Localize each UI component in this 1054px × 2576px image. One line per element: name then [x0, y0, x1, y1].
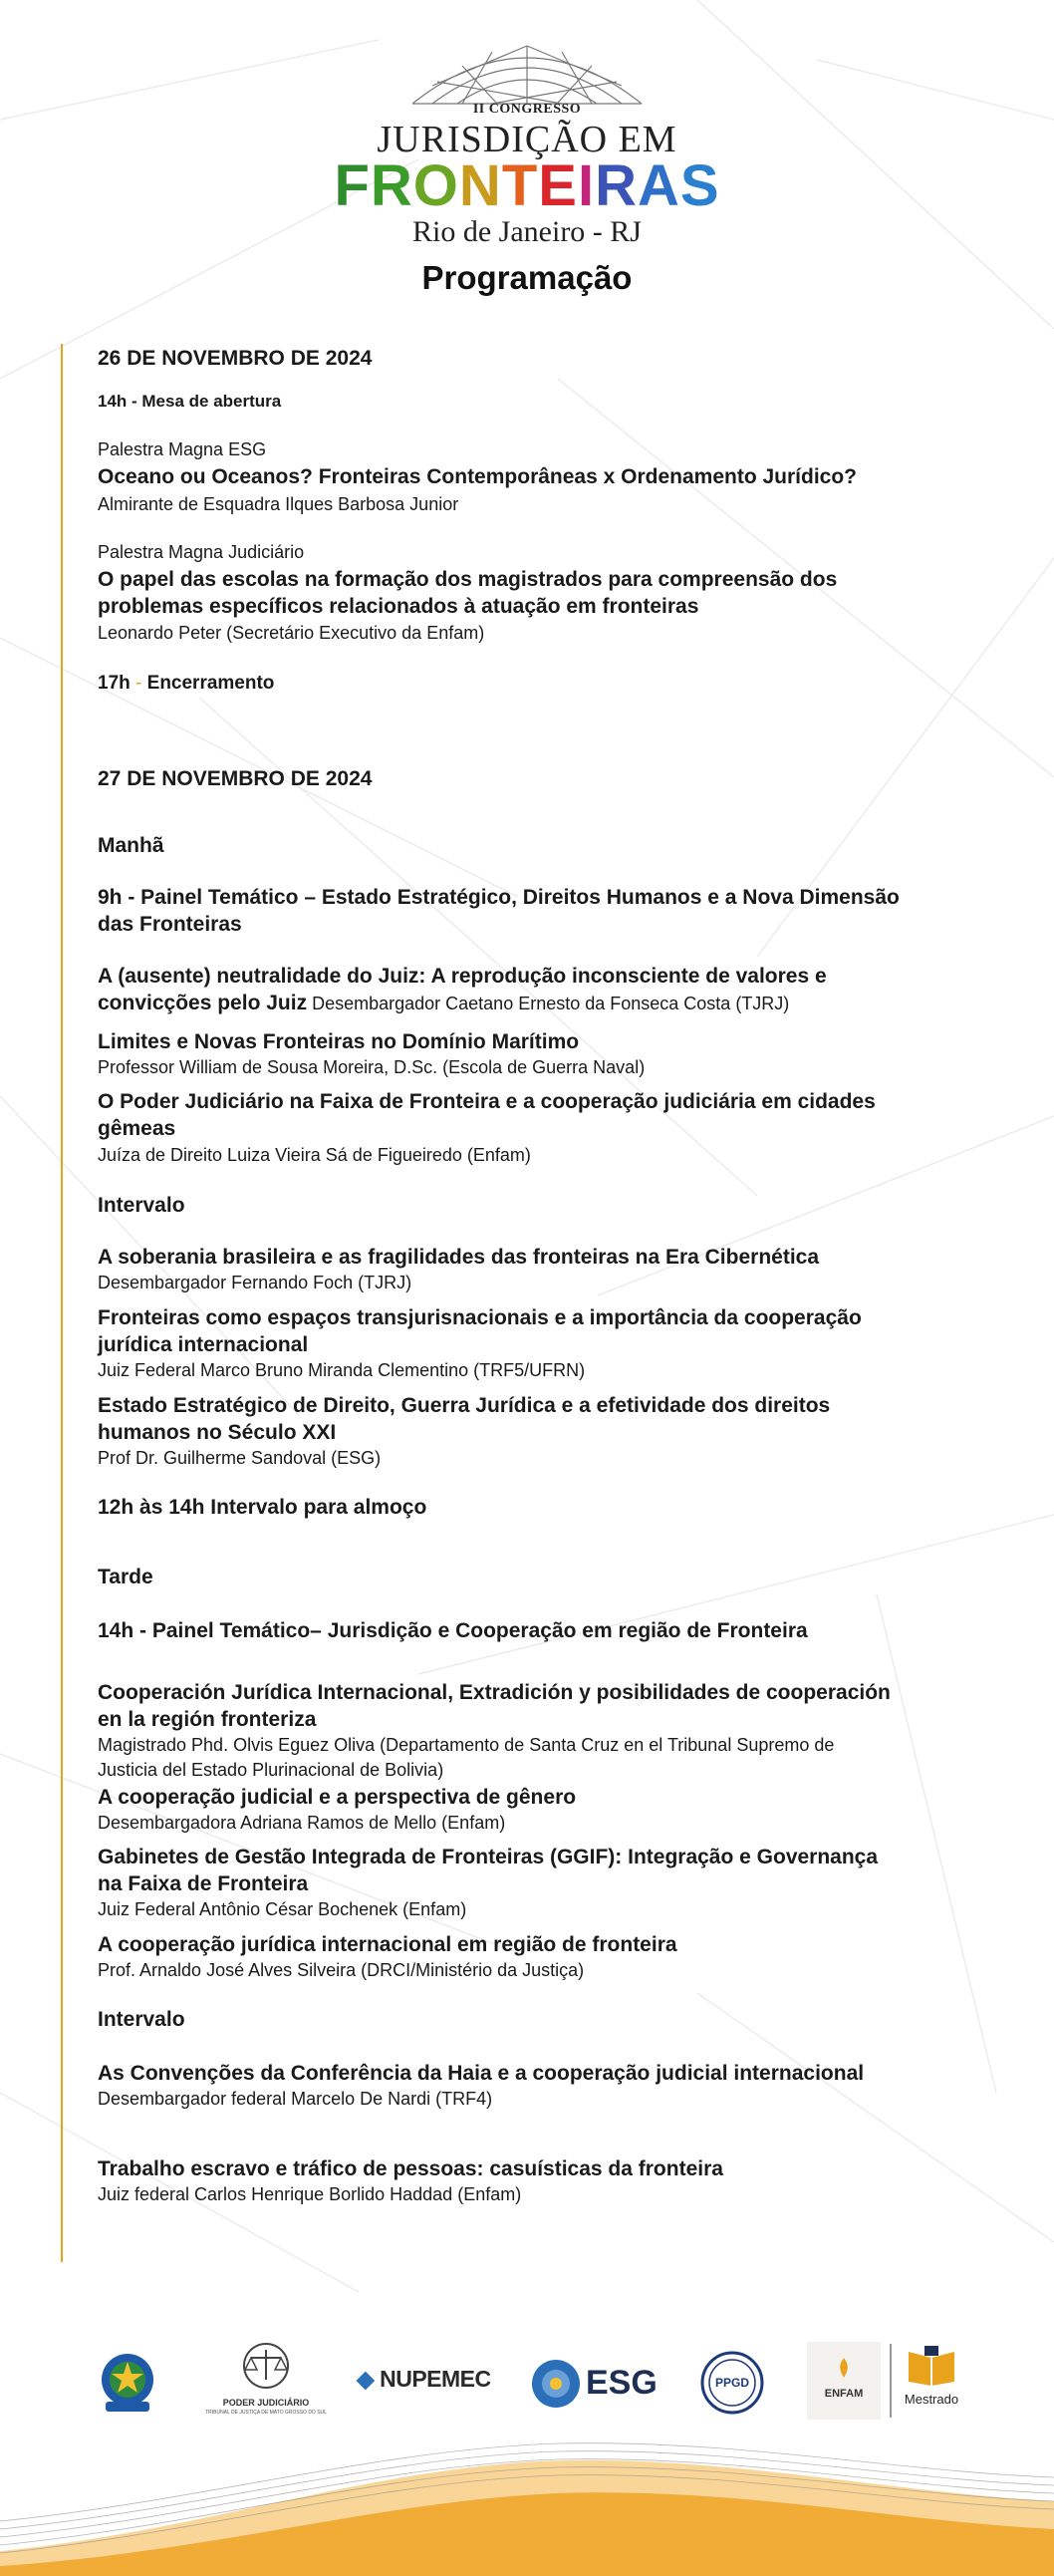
day2-a1-line2: en la región fronteriza: [98, 1708, 317, 1731]
logo-letter: O: [412, 153, 459, 218]
day2-m2-title: Limites e Novas Fronteiras no Domínio Marítimo: [98, 1030, 580, 1053]
day2-m3-line1: O Poder Judiciário na Faixa de Fronteira e a cooperação judiciária em cidades: [98, 1090, 876, 1113]
logo-letter: N: [458, 153, 502, 218]
logo-letter: R: [370, 153, 413, 218]
open-book-icon: [905, 2344, 958, 2386]
day2-a5-speaker: Desembargador federal Marcelo De Nardi (TRF4): [98, 2089, 493, 2109]
esg-globe-icon: [530, 2358, 582, 2410]
day2-a4-speaker: Prof. Arnaldo José Alves Silveira (DRCI/Ministério da Justiça): [98, 1960, 585, 1980]
day1-talk1-title: Oceano ou Oceanos? Fronteiras Contemporâneas x Ordenamento Jurídico?: [98, 465, 857, 488]
day2-panel1-line2: das Fronteiras: [98, 913, 242, 936]
day2-a6-title: Trabalho escravo e tráfico de pessoas: casuísticas da fronteira: [98, 2157, 723, 2180]
day2-a3-speaker: Juiz Federal Antônio César Bochenek (Enfam): [98, 1899, 467, 1919]
day1-date: 26 DE NOVEMBRO DE 2024: [98, 347, 373, 370]
day1-talk2-label: Palestra Magna Judiciário: [98, 542, 305, 562]
page-title: Programação: [421, 259, 633, 296]
mestrado-label: Mestrado: [904, 2392, 959, 2407]
esg-logo: ESG: [586, 2364, 658, 2402]
day2-a3-line2: na Faixa de Fronteira: [98, 1872, 309, 1895]
day1-talk2-title-line2: problemas específicos relacionados à atuação em fronteiras: [98, 595, 699, 618]
day2-m5-line1: Fronteiras como espaços transjurisnacionais e a importância da cooperação: [98, 1306, 862, 1329]
poder-judiciario-logo: PODER JUDICIÁRIO: [222, 2398, 310, 2408]
day2-m6-speaker: Prof Dr. Guilherme Sandoval (ESG): [98, 1448, 382, 1468]
day2-panel2: 14h - Painel Temático– Jurisdição e Cooperação em região de Fronteira: [98, 1619, 808, 1642]
nupemec-logo: ◆ NUPEMEC: [357, 2366, 491, 2392]
day2-interval2: Intervalo: [98, 2008, 185, 2031]
sponsor-logos: [0, 2332, 1054, 2441]
logo-letter: T: [501, 153, 539, 218]
enfam-label: ENFAM: [824, 2388, 864, 2400]
ppgd-logo: PPGD: [714, 2376, 749, 2390]
day2-m5-line2: jurídica internacional: [98, 1333, 309, 1356]
logo-fronteiras: [0, 153, 1054, 218]
day2-a6-speaker: Juiz federal Carlos Henrique Borlido Haddad (Enfam): [98, 2184, 522, 2204]
day2-panel1-line1: 9h - Painel Temático – Estado Estratégico, Direitos Humanos e a Nova Dimensão: [98, 886, 900, 909]
logo-letter: E: [538, 153, 578, 218]
day2-m6-line1: Estado Estratégico de Direito, Guerra Jurídica e a efetividade dos direitos: [98, 1394, 831, 1417]
enfam-logo: [807, 2342, 881, 2420]
day2-a3-line1: Gabinetes de Gestão Integrada de Fronteiras (GGIF): Integração e Governança: [98, 1846, 879, 1868]
day1-talk1-speaker: Almirante de Esquadra Ilques Barbosa Junior: [98, 494, 459, 514]
logo-letter: I: [577, 153, 596, 218]
day2-a1-speaker-line1: Magistrado Phd. Olvis Eguez Oliva (Departamento de Santa Cruz en el Tribunal Supremo de: [98, 1735, 835, 1755]
day2-m5-speaker: Juiz Federal Marco Bruno Miranda Clementino (TRF5/UFRN): [98, 1360, 586, 1380]
day2-m1-line1: A (ausente) neutralidade do Juiz: A reprodução inconsciente de valores e: [98, 965, 827, 988]
day2-m3-speaker: Juíza de Direito Luiza Vieira Sá de Figueiredo (Enfam): [98, 1145, 531, 1165]
day2-a5-title: As Convenções da Conferência da Haia e a cooperação judicial internacional: [98, 2062, 865, 2085]
logo-letter: F: [334, 153, 371, 218]
day2-a1-line1: Cooperación Jurídica Internacional, Extradición y posibilidades de cooperación: [98, 1681, 891, 1704]
day1-talk1-label: Palestra Magna ESG: [98, 439, 267, 459]
scales-of-justice-icon: [221, 2340, 311, 2396]
day1-opening: 14h - Mesa de abertura: [98, 392, 282, 411]
poder-judiciario-sub: TRIBUNAL DE JUSTIÇA DE MATO GROSSO DO SUL: [205, 2410, 327, 2416]
logo-jurisdicao: JURISDIÇÃO EM: [377, 119, 677, 160]
enfam-flame-icon: [832, 2356, 856, 2380]
day2-a2-title: A cooperação judicial e a perspectiva de gênero: [98, 1786, 577, 1809]
day2-interval1: Intervalo: [98, 1194, 185, 1217]
geodesic-dome-icon: [402, 38, 652, 106]
day2-lunch: 12h às 14h Intervalo para almoço: [98, 1496, 427, 1519]
congress-logo: [0, 38, 1054, 297]
congress-edition: II CONGRESSO: [472, 102, 582, 117]
logo-letter: R: [595, 153, 638, 218]
day2-a1-speaker-line2: Justicia del Estado Plurinacional de Bolivia): [98, 1760, 444, 1780]
logo-city: Rio de Janeiro - RJ: [412, 215, 642, 248]
day2-a4-title: A cooperação jurídica internacional em região de fronteira: [98, 1933, 677, 1956]
court-emblem-icon: [92, 2348, 163, 2420]
day2-morning: Manhã: [98, 834, 164, 857]
day1-closing: 17h - Encerramento: [98, 673, 275, 694]
day2-m6-line2: humanos no Século XXI: [98, 1421, 337, 1444]
logo-letter: S: [679, 153, 720, 218]
day2-date: 27 DE NOVEMBRO DE 2024: [98, 767, 373, 790]
day2-afternoon: Tarde: [98, 1566, 153, 1588]
day1-talk2-title-line1: O papel das escolas na formação dos magistrados para compreensão dos: [98, 568, 838, 591]
day2-m3-line2: gêmeas: [98, 1117, 176, 1140]
logo-divider: [890, 2344, 892, 2418]
timeline-bar: [61, 344, 63, 2262]
day2-a2-speaker: Desembargadora Adriana Ramos de Mello (Enfam): [98, 1813, 506, 1833]
day2-m1-line2: convicções pelo Juiz Desembargador Caetano Ernesto da Fonseca Costa (TJRJ): [98, 992, 790, 1014]
day2-m1-speaker: Desembargador Caetano Ernesto da Fonseca Costa (TJRJ): [307, 994, 790, 1013]
logo-letter: A: [637, 153, 680, 218]
day2-m4-speaker: Desembargador Fernando Foch (TJRJ): [98, 1273, 412, 1292]
day2-m4-title: A soberania brasileira e as fragilidades das fronteiras na Era Cibernética: [98, 1246, 820, 1269]
day2-m2-speaker: Professor William de Sousa Moreira, D.Sc. (Escola de Guerra Naval): [98, 1057, 646, 1077]
day1-talk2-speaker: Leonardo Peter (Secretário Executivo da Enfam): [98, 623, 485, 643]
decorative-waves: [0, 2432, 1054, 2576]
